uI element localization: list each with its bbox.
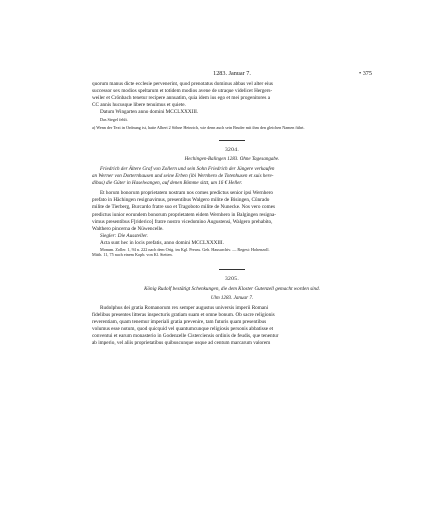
sealers-line: Siegler: Die Aussteller. bbox=[100, 232, 148, 239]
text-line: successor sex modios speltarum et totidem modios avene de utraque videlicet Hergers- bbox=[92, 88, 273, 95]
place-date: Ulm 1283. Januar 7. bbox=[210, 294, 254, 301]
text-line: prefato in Hächingen resignavimus, presentibus Walgero milite de Bisingen, Cûnrado bbox=[92, 197, 270, 204]
text-line: conventui et earum monasterio in Godenzelle Cisterciensis ordinis de feudis, que tenentur bbox=[92, 333, 279, 340]
document-3204 bbox=[92, 147, 372, 258]
document-text bbox=[92, 190, 372, 258]
regest-line: dibus) die Güter in Haselwangen, auf denen Bömme sitzt, um 16 € Heller. bbox=[92, 180, 243, 187]
text-line: Walthero pincerna de Nüwencelle. bbox=[92, 225, 164, 232]
text-line: CC annis hucusque libere tenuimus et quiete. bbox=[92, 102, 186, 109]
document-number: 3205. bbox=[224, 275, 240, 282]
document-text bbox=[92, 305, 372, 348]
text-line: weiler et Crönbach tenetur recipere annuatim, quia idem ius ego et mei progenitores a bbox=[92, 95, 271, 102]
text-line: Rudolphus dei gratia Romanorum rex semper augustus universis imperii Romani bbox=[100, 304, 269, 311]
text-line: ab imperio, vel aliis proprietatibus quibuscunque usque ad centum marcarum valorem bbox=[92, 340, 271, 347]
regest bbox=[92, 166, 372, 187]
continuation-text bbox=[92, 81, 372, 130]
section-divider bbox=[219, 140, 245, 141]
section-divider bbox=[219, 269, 245, 270]
regest-line: an Werner von Dotternhausen und seine Erben (ibi Wernhero de Totenhusen et suis here- bbox=[92, 173, 274, 180]
text-line: Et horum bonorum proprietatem nostram nos comes predictus senior ipsi Wernhero bbox=[100, 190, 273, 197]
dating-line: Datum Wingarten anno domini MCCLXXXIII. bbox=[100, 109, 199, 116]
text-line: fidelibus presentes litteras inspecturis gratiam suam et omne bonum. Ob sacre religionis bbox=[92, 311, 275, 318]
footnote: a) Wenn der Text in Ordnung ist, hatte Albert 2 Söhne Heinrich, wie denn auch sein Bruder mit ihm den gleichen Namen führt. bbox=[92, 124, 305, 130]
document-3205 bbox=[92, 276, 372, 348]
regest-line: Friedrich der Ältere Graf von Zollern und sein Sohn Friedrich der Jüngere verkaufen bbox=[100, 166, 275, 173]
place-date: Hechingen-Balingen 1283. Ohne Tagesangabe. bbox=[184, 157, 280, 163]
text-line: predictus iunior eorundem bonorum proprietatem eidem Wernhero in Balgingen resigna- bbox=[92, 211, 277, 218]
text-line: quorum manus dicte ecclesie pervenerint, quod prenotatus dominus abbas vel alter eius bbox=[92, 81, 273, 87]
text-line: vimus presentibus F[riderico] fratre nostro vicedomino Augustensi, Walgero prehabito, bbox=[92, 218, 273, 225]
regest-line: König Rudolf bestätigt Schenkungen, die dem Kloster Gutenzell gemacht worden sind. bbox=[144, 285, 320, 292]
text-line: reverentiam, quam tenemur imperiali gratia prevenire, tam futuris quam presentibus bbox=[92, 319, 267, 326]
page-number: • 375 bbox=[359, 70, 372, 77]
document-number: 3204. bbox=[224, 147, 240, 154]
text-line: milite de Tierberg, Burcardo fratre suo et Tragoboto milite de Nunecke. Nos vero comes bbox=[92, 204, 276, 211]
dating-line: Acta sunt hec in locis prefatis, anno domini MCCLXXXIII. bbox=[100, 239, 224, 246]
seal-note: Das Siegel fehlt. bbox=[100, 117, 128, 123]
text-line: volumus esse notum, quod quicquid vel quantumcunque religiosis personis abbatisse et bbox=[92, 326, 274, 333]
source-line: Mitth. 11, 75 nach einem Kopb. von Kl. Stetten. bbox=[92, 252, 173, 258]
running-header bbox=[92, 68, 372, 80]
header-date: 1283. Januar 7. bbox=[213, 70, 251, 77]
text-column bbox=[92, 68, 372, 347]
source-line: Monum. Zoller. 1, 94 n. 222 nach dem Orig. im Kgl. Preuss. Geh. Hausarchiv. — Regest: Hohenzoll. bbox=[100, 247, 270, 253]
